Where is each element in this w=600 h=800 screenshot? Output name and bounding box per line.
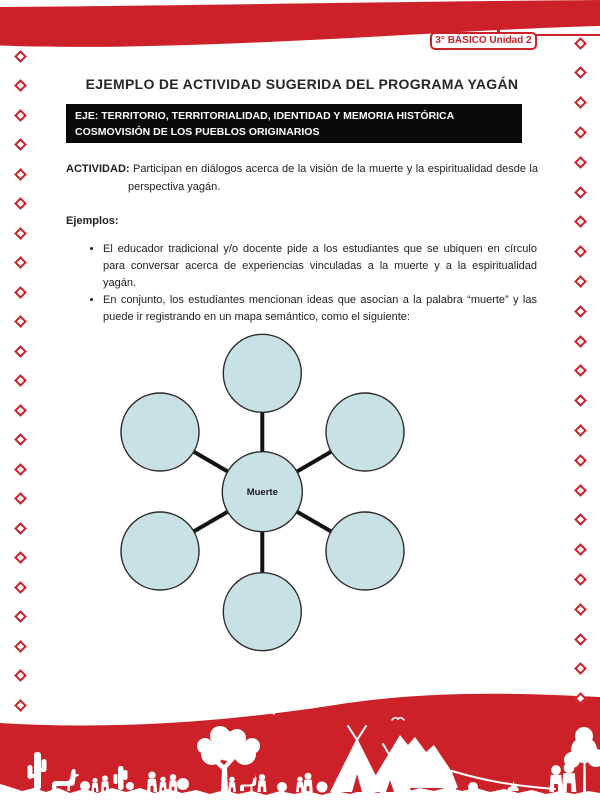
diamond-ornament-icon bbox=[574, 454, 587, 467]
diamond-ornament-icon bbox=[574, 603, 587, 616]
diamond-ornament-icon bbox=[14, 138, 27, 151]
list-item: • En conjunto, los estudiantes mencionan ideas que asocian a la palabra “muerte” y las puede ir registrando en un mapa semántico, como el siguiente: bbox=[103, 292, 537, 326]
diamond-ornament-icon bbox=[574, 275, 587, 288]
diamond-ornament-icon bbox=[14, 168, 27, 181]
diamond-ornament-icon bbox=[574, 662, 587, 675]
diamond-ornament-icon bbox=[574, 156, 587, 169]
header-wave-band bbox=[0, 0, 600, 60]
diamond-ornament-icon bbox=[574, 394, 587, 407]
activity-label: ACTIVIDAD: bbox=[66, 163, 130, 175]
diamond-ornament-icon bbox=[14, 463, 27, 476]
semantic-map-diagram bbox=[100, 330, 420, 655]
diamond-ornament-icon bbox=[574, 305, 587, 318]
bush-icon bbox=[317, 782, 328, 793]
satellite-circle-bottom-left bbox=[121, 512, 199, 590]
diamond-ornament-icon bbox=[574, 215, 587, 228]
diamond-ornament-icon bbox=[574, 186, 587, 199]
diamond-ornament-icon bbox=[14, 109, 27, 122]
diamond-ornament-icon bbox=[574, 543, 587, 556]
bush-icon bbox=[277, 782, 287, 792]
diamond-ornament-icon bbox=[14, 522, 27, 535]
diamond-ornament-icon bbox=[14, 315, 27, 328]
eje-box bbox=[66, 104, 522, 143]
diamond-ornament-icon bbox=[14, 286, 27, 299]
bush-icon bbox=[468, 782, 478, 792]
diamond-ornament-icon bbox=[14, 433, 27, 446]
center-circle-label: Muerte bbox=[246, 487, 278, 498]
activity-paragraph bbox=[66, 161, 538, 196]
diamond-ornament-icon bbox=[574, 573, 587, 586]
diamond-ornament-icon bbox=[14, 79, 27, 92]
satellite-circle-top-left bbox=[121, 393, 199, 471]
diamond-ornament-icon bbox=[14, 374, 27, 387]
bush-icon bbox=[177, 778, 189, 790]
examples-heading: Ejemplos: bbox=[66, 215, 119, 227]
diamond-ornament-icon bbox=[574, 66, 587, 79]
eje-line2: COSMOVISIÓN DE LOS PUEBLOS ORIGINARIOS bbox=[75, 126, 320, 138]
satellite-circle-top bbox=[223, 334, 301, 412]
satellite-circle-bottom bbox=[223, 573, 301, 651]
examples-list bbox=[66, 241, 537, 326]
diamond-ornament-icon bbox=[14, 256, 27, 269]
activity-text: Participan en diálogos acerca de la visión de la muerte y la espiritualidad desde la perspectiva yagán. bbox=[128, 163, 538, 193]
badge-side-line bbox=[535, 34, 600, 36]
diamond-ornament-icon bbox=[14, 610, 27, 623]
diamond-ornament-icon bbox=[574, 335, 587, 348]
list-item: • El educador tradicional y/o docente pide a los estudiantes que se ubiquen en círculo para conversar acerca de experiencias vinculadas a la muerte y a la espiritualidad yagán. bbox=[103, 241, 537, 292]
diamond-ornament-icon bbox=[574, 96, 587, 109]
diamond-ornament-icon bbox=[574, 245, 587, 258]
satellite-circle-top-right bbox=[326, 393, 404, 471]
diamond-ornament-icon bbox=[574, 364, 587, 377]
unit-badge: 3° BÁSICO Unidad 2 bbox=[430, 32, 537, 50]
diamond-ornament-icon bbox=[14, 227, 27, 240]
diamond-ornament-icon bbox=[14, 581, 27, 594]
bush-icon bbox=[80, 781, 90, 791]
page-title: EJEMPLO DE ACTIVIDAD SUGERIDA DEL PROGRAMA YAGÁN bbox=[85, 76, 519, 92]
diamond-ornament-icon bbox=[14, 492, 27, 505]
diamond-ornament-icon bbox=[14, 404, 27, 417]
diamond-ornament-icon bbox=[574, 633, 587, 646]
diamond-ornament-icon bbox=[574, 424, 587, 437]
bush-icon bbox=[126, 782, 134, 790]
diamond-ornament-icon bbox=[14, 197, 27, 210]
diamond-ornament-icon bbox=[14, 551, 27, 564]
diamond-ornament-icon bbox=[574, 126, 587, 139]
footer-artwork bbox=[0, 688, 600, 800]
diamond-ornament-icon bbox=[574, 484, 587, 497]
diamond-ornament-icon bbox=[14, 669, 27, 682]
diamond-ornament-icon bbox=[574, 513, 587, 526]
eje-line1: EJE: TERRITORIO, TERRITORIALIDAD, IDENTIDAD Y MEMORIA HISTÓRICA bbox=[75, 110, 455, 122]
satellite-circle-bottom-right bbox=[326, 512, 404, 590]
diamond-ornament-icon bbox=[14, 640, 27, 653]
diamond-ornament-icon bbox=[14, 345, 27, 358]
